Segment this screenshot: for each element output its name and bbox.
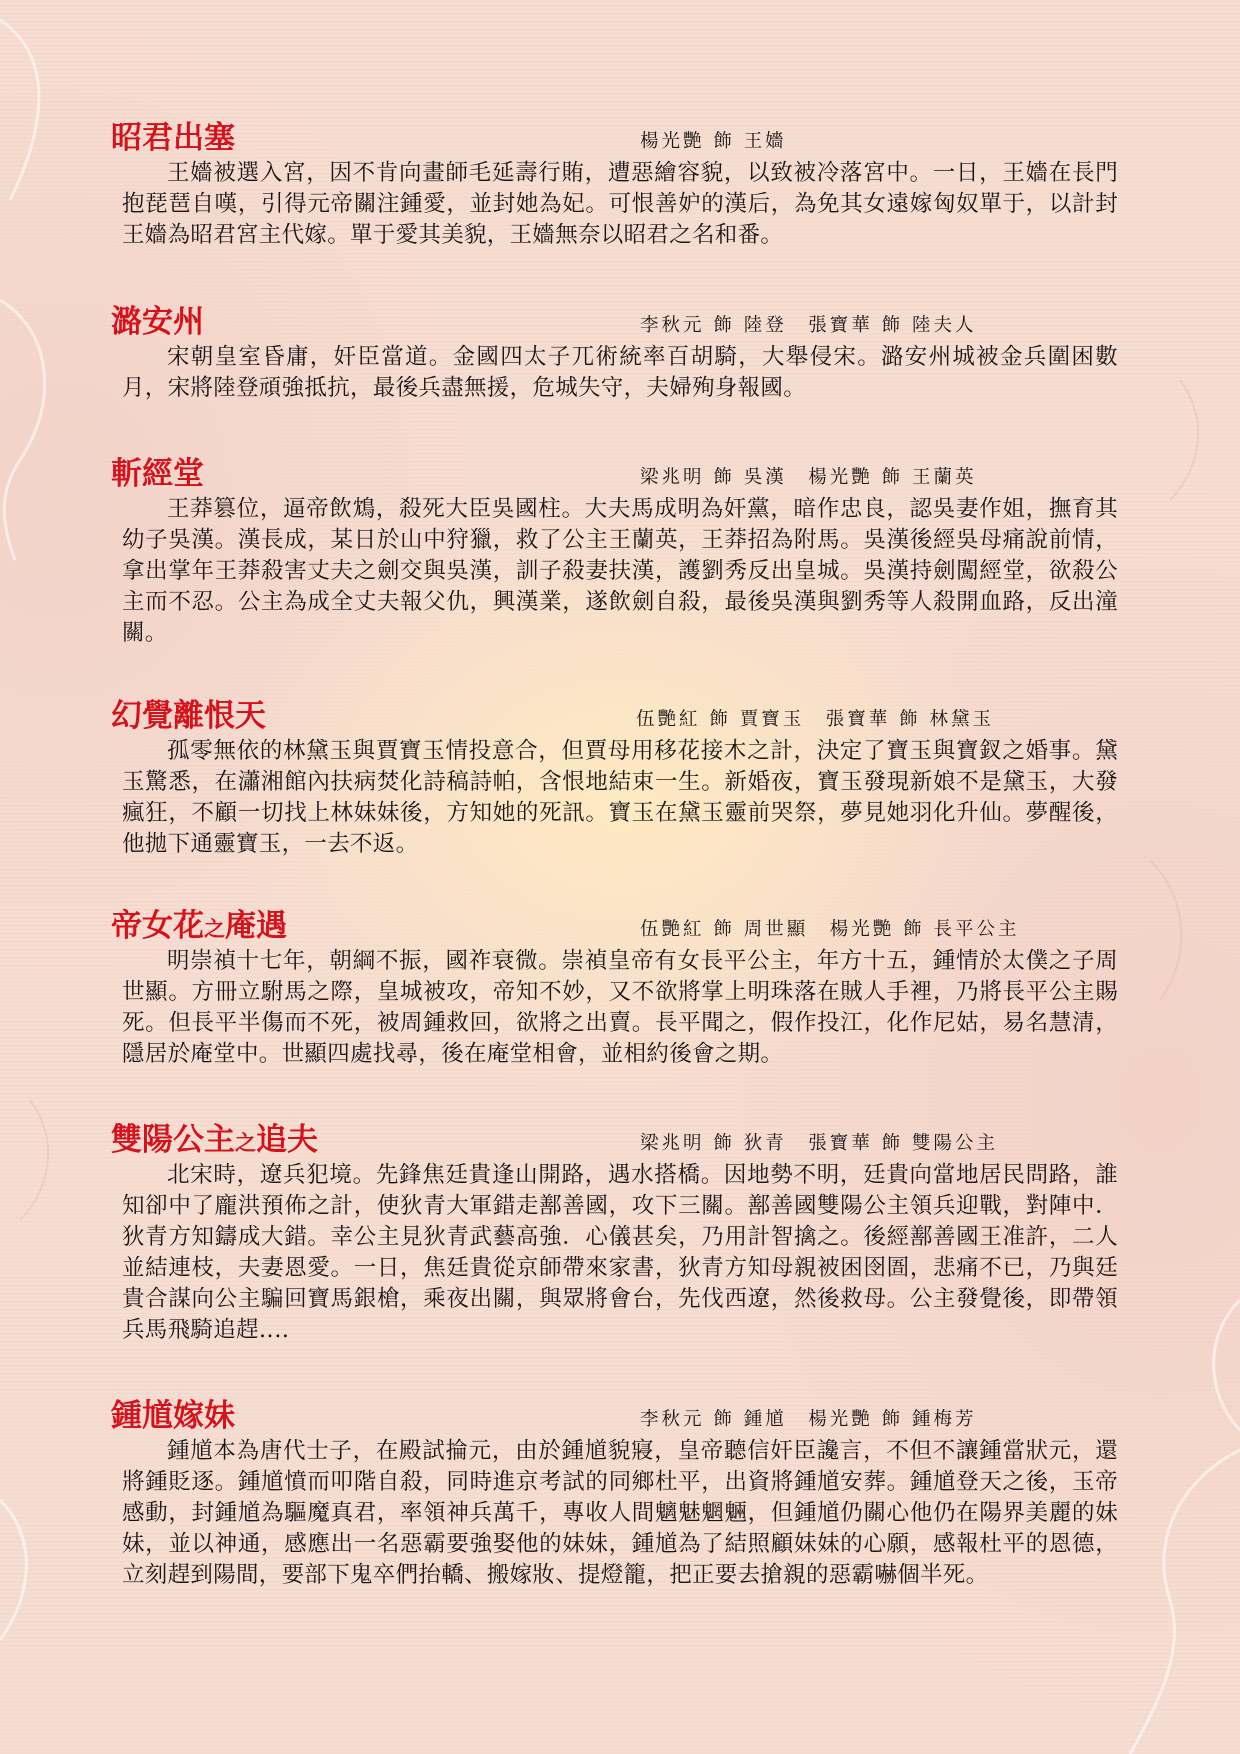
cast-list: 李秋元 飾 鍾馗 楊光艷 飾 鍾梅芳 [640, 1409, 977, 1430]
cast-list: 梁兆明 飾 吳漢 楊光艷 飾 王蘭英 [640, 467, 977, 488]
synopsis: 北宋時，遼兵犯境。先鋒焦廷貴逢山開路，遇水搭橋。因地勢不明，廷貴向當地居民問路，誰知卻中了龐洪預佈之計，使狄青大軍錯走鄯善國，攻下三關。鄯善國雙陽公主領兵迎戰，對陣中．狄青方知鑄成大錯。幸公主見狄青武藝高強．心儀甚矣，乃用計智擒之。後經鄯善國王准許，二人並結連枝，夫妻恩愛。一日，焦廷貴從京師帶來家書，狄青方知母親被困囹圄，悲痛不已，乃與廷貴合謀向公主騙回寶馬銀槍，乘夜出關，與眾將會台，先伐西遼，然後救母。公主發覺後，即帶領兵馬飛騎追趕‥‥ [122, 1162, 1118, 1343]
cast-list: 伍艷紅 飾 周世顯 楊光艷 飾 長平公主 [640, 919, 1020, 940]
title-main: 帝女花 [111, 908, 204, 944]
cast-list: 梁兆明 飾 狄青 張寶華 飾 雙陽公主 [640, 1133, 999, 1154]
title-connector: 之 [235, 1131, 256, 1155]
section-title: 潞安州 [111, 304, 204, 340]
section-title [111, 1120, 318, 1163]
synopsis: 孤零無依的林黛玉與賈寶玉情投意合，但賈母用移花接木之計，決定了寶玉與寶釵之婚事。黛玉驚悉，在瀟湘館內扶病焚化詩稿詩帕，含恨地結束一生。新婚夜，寶玉發現新娘不是黛玉，大發瘋狂，不顧一切找上林妹妹後，方知她的死訊。寶玉在黛玉靈前哭祭，夢見她羽化升仙。夢醒後，他拋下通靈寶玉，一去不返。 [122, 738, 1118, 857]
section-title: 鍾馗嫁妹 [111, 1398, 235, 1434]
section-title: 昭君出塞 [111, 120, 235, 156]
synopsis: 鍾馗本為唐代士子，在殿試掄元，由於鍾馗貌寢，皇帝聽信奸臣讒言，不但不讓鍾當狀元，還將鍾貶逐。鍾馗憤而叩階自殺，同時進京考試的同鄉杜平，出資將鍾馗安葬。鍾馗登天之後，玉帝感動，封鍾馗為驅魔真君，率領神兵萬千，專收人間魑魅魍魎，但鍾馗仍關心他仍在陽界美麗的妹妹，並以神通，感應出一名惡霸要強娶他的妹妹，鍾馗為了結照顧妹妹的心願，感報杜平的恩德，立刻趕到陽間，要部下鬼卒們抬轎、搬嫁妝、提燈籠，把正要去搶親的惡霸嚇個半死。 [122, 1438, 1118, 1588]
section-title: 斬經堂 [111, 456, 204, 492]
title-main: 雙陽公主 [111, 1122, 235, 1158]
synopsis: 王嬙被選入宮，因不肯向畫師毛延壽行賄，遭惡繪容貌，以致被冷落宮中。一日，王嬙在長門抱琵琶自嘆，引得元帝關注鍾愛，並封她為妃。可恨善妒的漢后，為免其女遠嫁匈奴單于，以計封王嬙為昭君宮主代嫁。單于愛其美貌，王嬙無奈以昭君之名和番。 [122, 160, 1118, 248]
title-sub: 追夫 [256, 1122, 318, 1158]
section-title: 幻覺離恨天 [111, 698, 266, 734]
synopsis: 明崇禎十七年，朝綱不振，國祚衰微。崇禎皇帝有女長平公主，年方十五，鍾情於太僕之子周世顯。方冊立駙馬之際，皇城被攻，帝知不妙，又不欲將掌上明珠落在賊人手裡，乃將長平公主賜死。但長平半傷而不死，被周鍾救回，欲將之出賣。長平聞之，假作投江，化作尼姑，易名慧清，隱居於庵堂中。世顯四處找尋，後在庵堂相會，並相約後會之期。 [122, 948, 1118, 1067]
synopsis: 王莽篡位，逼帝飲鴆，殺死大臣吳國柱。大夫馬成明為奸黨，暗作忠良，認吳妻作姐，撫育其幼子吳漢。漢長成，某日於山中狩獵，救了公主王蘭英，王莽招為附馬。吳漢後經吳母痛說前情，拿出掌年王莽殺害丈夫之劍交與吳漢，訓子殺妻扶漢，護劉秀反出皇城。吳漢持劍闖經堂，欲殺公主而不忍。公主為成全丈夫報父仇，興漢業，遂飲劍自殺，最後吳漢與劉秀等人殺開血路，反出潼關。 [122, 496, 1118, 646]
title-connector: 之 [204, 917, 225, 941]
cast-list: 伍艷紅 飾 賈寶玉 張寶華 飾 林黛玉 [636, 709, 995, 730]
section-title [111, 906, 287, 949]
synopsis: 宋朝皇室昏庸，奸臣當道。金國四太子兀術統率百胡騎，大舉侵宋。潞安州城被金兵圍困數月，宋將陸登頑強抵抗，最後兵盡無援，危城失守，夫婦殉身報國。 [122, 344, 1118, 401]
cast-list: 楊光艷 飾 王嬙 [640, 131, 787, 152]
title-sub: 庵遇 [225, 908, 287, 944]
cast-list: 李秋元 飾 陸登 張寶華 飾 陸夫人 [640, 315, 977, 336]
